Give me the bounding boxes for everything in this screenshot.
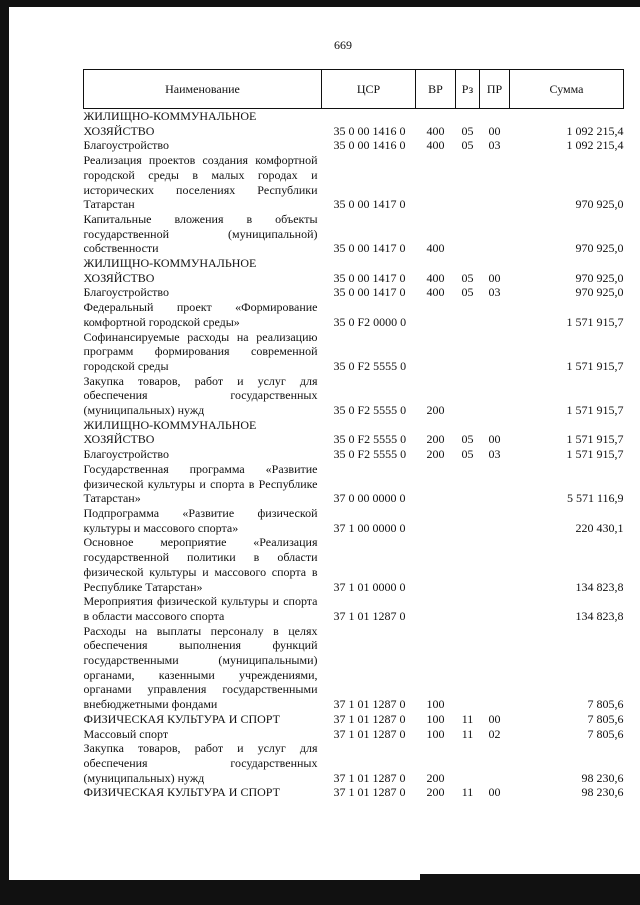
table-row bbox=[84, 462, 624, 506]
row-csr: 35 0 00 1416 0 bbox=[333, 123, 406, 138]
table-row bbox=[84, 109, 624, 139]
table-row bbox=[84, 727, 624, 742]
row-pr: 03 bbox=[488, 285, 501, 300]
table-row bbox=[84, 138, 624, 153]
row-pr bbox=[480, 594, 510, 623]
row-sum: 1 571 915,7 bbox=[566, 447, 624, 462]
scan-left-border bbox=[0, 0, 9, 905]
row-vr: 200 bbox=[426, 785, 445, 800]
row-pr bbox=[480, 535, 510, 594]
row-sum: 98 230,6 bbox=[581, 770, 624, 785]
row-name: Государственная программа «Развитие физической культуры и спорта в Республике Татарстан» bbox=[83, 461, 318, 506]
budget-table bbox=[83, 69, 624, 800]
row-sum: 134 823,8 bbox=[575, 579, 624, 594]
row-vr bbox=[416, 153, 456, 212]
row-rz: 05 bbox=[461, 270, 474, 285]
table-row bbox=[84, 785, 624, 800]
table-row bbox=[84, 418, 624, 447]
row-rz bbox=[456, 330, 480, 374]
row-sum: 970 925,0 bbox=[575, 270, 624, 285]
table-row bbox=[84, 374, 624, 418]
row-rz bbox=[456, 506, 480, 535]
row-rz: 05 bbox=[461, 447, 474, 462]
table-row bbox=[84, 300, 624, 329]
row-pr bbox=[480, 462, 510, 506]
row-sum: 970 925,0 bbox=[575, 197, 624, 212]
row-sum: 220 430,1 bbox=[575, 520, 624, 535]
row-pr: 00 bbox=[488, 123, 501, 138]
row-csr: 35 0 00 1417 0 bbox=[333, 197, 406, 212]
row-pr bbox=[480, 300, 510, 329]
table-row bbox=[84, 447, 624, 462]
row-sum: 970 925,0 bbox=[575, 285, 624, 300]
row-vr: 200 bbox=[426, 770, 445, 785]
row-csr: 35 0 F2 0000 0 bbox=[333, 314, 407, 329]
row-vr bbox=[416, 330, 456, 374]
row-pr: 03 bbox=[488, 447, 501, 462]
row-rz bbox=[456, 153, 480, 212]
row-csr: 35 0 00 1417 0 bbox=[333, 241, 406, 256]
row-name: ЖИЛИЩНО-КОММУНАЛЬНОЕ ХОЗЯЙСТВО bbox=[83, 417, 257, 447]
row-name: Благоустройство bbox=[83, 138, 170, 153]
row-csr: 35 0 00 1416 0 bbox=[333, 138, 406, 153]
table-row bbox=[84, 330, 624, 374]
row-vr bbox=[416, 300, 456, 329]
row-csr: 35 0 00 1417 0 bbox=[333, 270, 406, 285]
row-sum: 5 571 116,9 bbox=[566, 491, 624, 506]
table-row bbox=[84, 624, 624, 712]
table-row bbox=[84, 256, 624, 285]
row-csr: 37 1 01 1287 0 bbox=[333, 726, 406, 741]
row-name: Закупка товаров, работ и услуг для обеспечения государственных (муниципальных) нужд bbox=[83, 741, 318, 785]
row-name: Массовый спорт bbox=[83, 726, 169, 741]
row-pr bbox=[480, 374, 510, 418]
table-row bbox=[84, 741, 624, 785]
header-sum: Сумма bbox=[510, 70, 624, 109]
row-pr bbox=[480, 741, 510, 785]
row-name: Закупка товаров, работ и услуг для обеспечения государственных (муниципальных) нужд bbox=[83, 373, 318, 418]
row-vr: 100 bbox=[426, 711, 445, 726]
row-csr: 35 0 F2 5555 0 bbox=[333, 403, 407, 418]
row-csr: 37 1 00 0000 0 bbox=[333, 520, 406, 535]
row-sum: 1 571 915,7 bbox=[566, 314, 624, 329]
row-pr: 00 bbox=[488, 711, 501, 726]
row-sum: 1 571 915,7 bbox=[566, 432, 624, 447]
row-rz bbox=[456, 594, 480, 623]
row-sum: 134 823,8 bbox=[575, 608, 624, 623]
table-row bbox=[84, 506, 624, 535]
row-rz bbox=[456, 535, 480, 594]
table-row bbox=[84, 153, 624, 212]
header-csr: ЦСР bbox=[322, 70, 416, 109]
row-csr: 37 1 01 1287 0 bbox=[333, 711, 406, 726]
row-rz bbox=[456, 462, 480, 506]
row-name: Реализация проектов создания комфортной городской среды в малых городах и исторических поселениях Республики Татарстан bbox=[83, 153, 318, 212]
header-rz: Рз bbox=[456, 70, 480, 109]
row-sum: 7 805,6 bbox=[587, 697, 624, 712]
row-vr bbox=[416, 462, 456, 506]
row-csr: 37 1 01 1287 0 bbox=[333, 770, 406, 785]
row-rz: 05 bbox=[461, 138, 474, 153]
row-name: Благоустройство bbox=[83, 447, 170, 462]
row-pr bbox=[480, 212, 510, 256]
table-row bbox=[84, 712, 624, 727]
row-rz: 11 bbox=[461, 711, 474, 726]
row-pr bbox=[480, 624, 510, 712]
row-rz bbox=[456, 624, 480, 712]
page-number: 669 bbox=[334, 38, 352, 52]
row-rz bbox=[456, 374, 480, 418]
row-sum: 98 230,6 bbox=[581, 785, 624, 800]
row-sum: 1 092 215,4 bbox=[566, 138, 624, 153]
table-row bbox=[84, 285, 624, 300]
row-vr bbox=[416, 506, 456, 535]
row-csr: 35 0 F2 5555 0 bbox=[333, 432, 407, 447]
row-vr: 400 bbox=[426, 270, 445, 285]
row-name: Мероприятия физической культуры и спорта в области массового спорта bbox=[83, 594, 318, 623]
row-vr bbox=[416, 594, 456, 623]
scan-top-border bbox=[0, 0, 640, 7]
row-sum: 1 571 915,7 bbox=[566, 358, 624, 373]
row-csr: 37 1 01 1287 0 bbox=[333, 697, 406, 712]
row-vr: 400 bbox=[426, 123, 445, 138]
header-vr: ВР bbox=[416, 70, 456, 109]
row-csr: 37 1 01 1287 0 bbox=[333, 608, 406, 623]
row-vr: 200 bbox=[426, 403, 445, 418]
row-rz bbox=[456, 741, 480, 785]
row-vr: 400 bbox=[426, 285, 445, 300]
table-row bbox=[84, 535, 624, 594]
row-vr: 400 bbox=[426, 241, 445, 256]
row-name: ФИЗИЧЕСКАЯ КУЛЬТУРА И СПОРТ bbox=[83, 711, 280, 726]
row-sum: 7 805,6 bbox=[587, 711, 624, 726]
row-vr: 400 bbox=[426, 138, 445, 153]
table-body bbox=[84, 109, 624, 801]
row-vr: 200 bbox=[426, 432, 445, 447]
row-name: Благоустройство bbox=[83, 285, 170, 300]
row-rz: 11 bbox=[461, 726, 474, 741]
row-vr: 100 bbox=[426, 726, 445, 741]
row-pr bbox=[480, 330, 510, 374]
row-pr: 00 bbox=[488, 785, 501, 800]
row-sum: 970 925,0 bbox=[575, 241, 624, 256]
row-csr: 35 0 00 1417 0 bbox=[333, 285, 406, 300]
row-rz: 05 bbox=[461, 285, 474, 300]
row-rz: 11 bbox=[461, 785, 474, 800]
row-vr: 100 bbox=[426, 697, 445, 712]
header-name: Наименование bbox=[84, 70, 322, 109]
row-csr: 35 0 F2 5555 0 bbox=[333, 447, 407, 462]
row-sum: 7 805,6 bbox=[587, 726, 624, 741]
row-name: ЖИЛИЩНО-КОММУНАЛЬНОЕ ХОЗЯЙСТВО bbox=[83, 256, 257, 285]
row-csr: 37 1 01 1287 0 bbox=[333, 785, 406, 800]
row-sum: 1 571 915,7 bbox=[566, 403, 624, 418]
row-name: Капитальные вложения в объекты государственной (муниципальной) собственности bbox=[83, 211, 318, 256]
row-name: Федеральный проект «Формирование комфортной городской среды» bbox=[83, 300, 318, 329]
row-name: Софинансируемые расходы на реализацию программ формирования современной городской среды bbox=[83, 329, 318, 373]
row-csr: 35 0 F2 5555 0 bbox=[333, 358, 407, 373]
row-csr: 37 1 01 0000 0 bbox=[333, 579, 406, 594]
row-rz bbox=[456, 212, 480, 256]
row-sum: 1 092 215,4 bbox=[566, 123, 624, 138]
row-name: ФИЗИЧЕСКАЯ КУЛЬТУРА И СПОРТ bbox=[83, 785, 280, 800]
row-pr: 00 bbox=[488, 432, 501, 447]
header-pr: ПР bbox=[480, 70, 510, 109]
row-pr: 02 bbox=[488, 726, 501, 741]
row-vr: 200 bbox=[426, 447, 445, 462]
row-name: Основное мероприятие «Реализация государственной политики в области физической культуры и массового спорта в Республике Татарстан» bbox=[83, 535, 318, 594]
row-rz: 05 bbox=[461, 432, 474, 447]
row-rz: 05 bbox=[461, 123, 474, 138]
table-row bbox=[84, 212, 624, 256]
table-header-row bbox=[84, 70, 624, 109]
row-name: Расходы на выплаты персоналу в целях обеспечения выполнения функций государственными (муниципальными) органами, казенными учреждениями, органами управления государственными внебюджетными фондами bbox=[83, 623, 318, 712]
table-row bbox=[84, 594, 624, 623]
row-csr: 37 0 00 0000 0 bbox=[333, 491, 406, 506]
row-name: Подпрограмма «Развитие физической культуры и массового спорта» bbox=[83, 505, 318, 535]
row-pr: 03 bbox=[488, 138, 501, 153]
row-pr bbox=[480, 506, 510, 535]
row-name: ЖИЛИЩНО-КОММУНАЛЬНОЕ ХОЗЯЙСТВО bbox=[83, 109, 257, 138]
scan-bottom-border bbox=[0, 880, 640, 905]
row-vr bbox=[416, 535, 456, 594]
row-rz bbox=[456, 300, 480, 329]
row-pr bbox=[480, 153, 510, 212]
row-pr: 00 bbox=[488, 270, 501, 285]
